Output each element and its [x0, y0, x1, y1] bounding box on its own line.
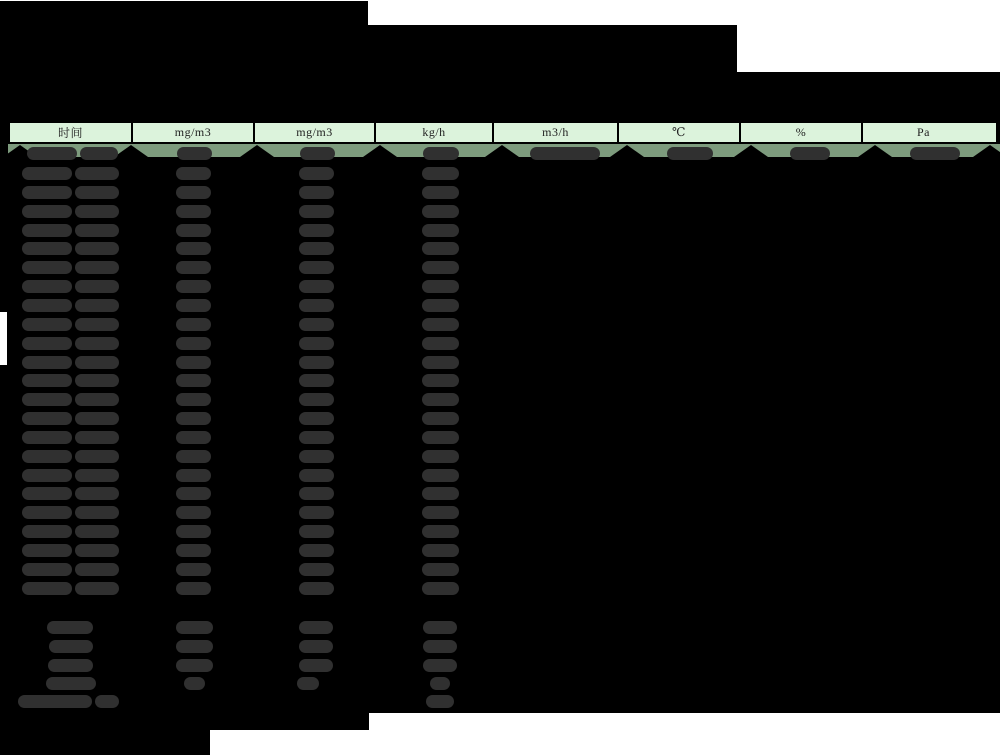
redacted-value: [47, 621, 93, 634]
redacted-value: [422, 205, 459, 218]
redacted-value: [22, 544, 72, 557]
redacted-value: [75, 205, 119, 218]
redacted-value: [27, 147, 77, 160]
column-header-mg-m3-2: mg/m3: [255, 123, 376, 142]
redacted-value: [176, 412, 211, 425]
redacted-value: [22, 280, 72, 293]
redacted-value: [176, 621, 213, 634]
redacted-value: [299, 450, 334, 463]
redacted-value: [176, 431, 211, 444]
redacted-value: [422, 318, 459, 331]
redacted-value: [299, 412, 334, 425]
redacted-value: [299, 487, 334, 500]
redacted-value: [75, 563, 119, 576]
redacted-value: [22, 412, 72, 425]
redacted-value: [176, 544, 211, 557]
redacted-value: [22, 224, 72, 237]
redacted-value: [22, 563, 72, 576]
redacted-value: [22, 167, 72, 180]
redacted-value: [422, 487, 459, 500]
redacted-value: [299, 393, 334, 406]
redacted-value: [430, 677, 450, 690]
redacted-value: [176, 469, 211, 482]
redacted-value: [75, 318, 119, 331]
redacted-value: [422, 469, 459, 482]
unredacted-area-bottom-right: [369, 713, 1000, 755]
redacted-value: [176, 659, 213, 672]
redacted-value: [95, 695, 119, 708]
redacted-value: [423, 659, 457, 672]
column-header-pa: Pa: [863, 123, 984, 142]
redacted-value: [299, 280, 334, 293]
redacted-value: [299, 469, 334, 482]
unredacted-area-bottom-middle: [210, 730, 369, 755]
redacted-value: [426, 695, 454, 708]
redacted-value: [176, 525, 211, 538]
redacted-value: [422, 299, 459, 312]
redacted-value: [176, 450, 211, 463]
redacted-value: [18, 695, 92, 708]
redacted-value: [22, 450, 72, 463]
redacted-value: [422, 393, 459, 406]
redacted-value: [75, 469, 119, 482]
redacted-value: [422, 431, 459, 444]
redacted-value: [667, 147, 713, 160]
redacted-value: [299, 299, 334, 312]
redacted-value: [46, 677, 96, 690]
redacted-value: [423, 621, 457, 634]
column-header-time: 时间: [10, 123, 133, 142]
redacted-value: [299, 621, 333, 634]
redacted-value: [422, 563, 459, 576]
redacted-value: [422, 280, 459, 293]
redacted-value: [422, 337, 459, 350]
redacted-value: [299, 506, 334, 519]
column-header-percent: %: [741, 123, 863, 142]
redacted-value: [299, 563, 334, 576]
redacted-value: [22, 374, 72, 387]
redacted-value: [22, 525, 72, 538]
redacted-value: [299, 356, 334, 369]
redacted-value: [75, 582, 119, 595]
redacted-value: [176, 242, 211, 255]
redacted-value: [176, 167, 211, 180]
column-header-mg-m3-1: mg/m3: [133, 123, 255, 142]
redacted-value: [422, 261, 459, 274]
redacted-value: [176, 224, 211, 237]
redacted-value: [75, 525, 119, 538]
redacted-value: [176, 506, 211, 519]
redacted-value: [422, 374, 459, 387]
redacted-value: [299, 582, 334, 595]
redacted-value: [22, 469, 72, 482]
redacted-value: [48, 659, 93, 672]
redacted-value: [75, 167, 119, 180]
redacted-value: [22, 261, 72, 274]
unredacted-area-top-right-lower: [737, 25, 1000, 72]
redacted-value: [176, 640, 213, 653]
redacted-value: [299, 318, 334, 331]
redacted-value: [75, 506, 119, 519]
redacted-value: [75, 280, 119, 293]
redacted-value: [422, 450, 459, 463]
redacted-value: [184, 677, 205, 690]
table-header-row: [8, 121, 998, 144]
redacted-value: [49, 640, 93, 653]
redacted-value: [176, 487, 211, 500]
redacted-value: [22, 205, 72, 218]
redacted-value: [176, 582, 211, 595]
redacted-value: [176, 318, 211, 331]
redacted-value: [422, 224, 459, 237]
redacted-value: [299, 640, 333, 653]
redacted-value: [75, 337, 119, 350]
unredacted-area-left-sliver: [0, 312, 7, 365]
redacted-value: [75, 450, 119, 463]
column-header-celsius: ℃: [619, 123, 741, 142]
redacted-value: [75, 487, 119, 500]
redacted-value: [176, 280, 211, 293]
unredacted-area-top-right-upper: [368, 1, 1000, 25]
redacted-value: [22, 431, 72, 444]
redacted-value: [176, 374, 211, 387]
redacted-value: [75, 356, 119, 369]
redacted-value: [176, 356, 211, 369]
redacted-value: [299, 659, 333, 672]
redacted-value: [422, 186, 459, 199]
redacted-value: [299, 205, 334, 218]
column-header-kg-h: kg/h: [376, 123, 494, 142]
redacted-value: [423, 640, 457, 653]
redacted-value: [422, 412, 459, 425]
redacted-value: [176, 337, 211, 350]
redacted-value: [790, 147, 830, 160]
redacted-value: [75, 431, 119, 444]
redacted-value: [75, 186, 119, 199]
redacted-value: [422, 582, 459, 595]
redacted-value: [22, 186, 72, 199]
redacted-value: [176, 393, 211, 406]
redacted-value: [299, 167, 334, 180]
redacted-value: [299, 337, 334, 350]
redacted-value: [22, 299, 72, 312]
redacted-value: [299, 242, 334, 255]
redacted-value: [299, 186, 334, 199]
redacted-value: [422, 167, 459, 180]
redacted-value: [80, 147, 118, 160]
redacted-value: [299, 525, 334, 538]
redacted-value: [423, 147, 459, 160]
redacted-value: [910, 147, 960, 160]
redacted-value: [22, 337, 72, 350]
redacted-value: [530, 147, 600, 160]
redacted-value: [75, 393, 119, 406]
redacted-value: [22, 393, 72, 406]
redacted-value: [299, 544, 334, 557]
redacted-value: [299, 224, 334, 237]
redacted-value: [176, 299, 211, 312]
redacted-value: [299, 374, 334, 387]
redacted-value: [22, 582, 72, 595]
redacted-value: [422, 506, 459, 519]
redacted-value: [22, 356, 72, 369]
redacted-value: [422, 356, 459, 369]
redacted-value: [422, 544, 459, 557]
redacted-value: [177, 147, 212, 160]
redacted-value: [22, 318, 72, 331]
column-header-m3-h: m3/h: [494, 123, 619, 142]
redacted-value: [75, 261, 119, 274]
redacted-value: [22, 242, 72, 255]
redacted-value: [176, 563, 211, 576]
redacted-value: [75, 544, 119, 557]
redacted-value: [299, 261, 334, 274]
redacted-value: [75, 374, 119, 387]
redacted-value: [299, 431, 334, 444]
redacted-value: [75, 299, 119, 312]
redacted-value: [22, 506, 72, 519]
redacted-value: [75, 242, 119, 255]
redacted-value: [422, 525, 459, 538]
redacted-value: [176, 186, 211, 199]
redacted-value: [75, 224, 119, 237]
redacted-value: [297, 677, 319, 690]
redacted-value: [22, 487, 72, 500]
redacted-value: [176, 261, 211, 274]
redacted-value: [176, 205, 211, 218]
redacted-value: [300, 147, 335, 160]
redacted-value: [75, 412, 119, 425]
redacted-value: [422, 242, 459, 255]
